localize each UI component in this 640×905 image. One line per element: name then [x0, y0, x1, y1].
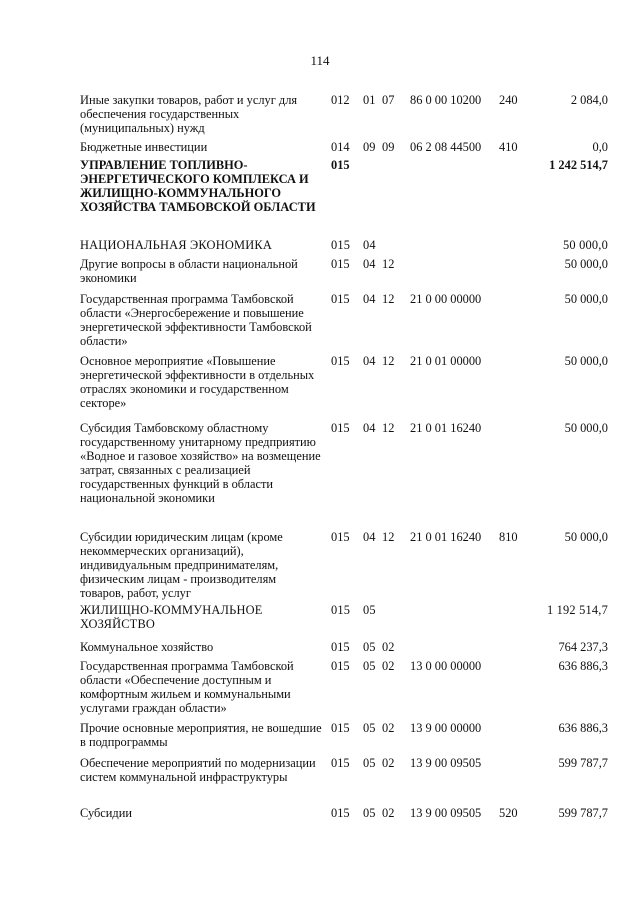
row-name: НАЦИОНАЛЬНАЯ ЭКОНОМИКА	[80, 238, 272, 252]
row-ved: 015	[331, 238, 351, 252]
row-name: Другие вопросы в области национальной экономики	[80, 257, 298, 285]
row-sum: 636 886,3	[558, 659, 608, 673]
row-sum: 50 000,0	[564, 354, 608, 368]
row-ved: 015	[331, 530, 350, 544]
row-pr: 02	[382, 659, 395, 673]
row-pr: 02	[382, 756, 395, 770]
row-name: Субсидии юридическим лицам (кроме некоммерческих организаций), индивидуальным предпринимателям, физическим лицам - производителям товаров, работ, услуг	[80, 530, 283, 600]
row-sum: 50 000,0	[563, 238, 608, 252]
row-sum: 50 000,0	[564, 530, 608, 544]
row-rz: 05	[363, 603, 376, 617]
row-ved: 015	[331, 721, 350, 735]
row-ved: 015	[331, 603, 351, 617]
row-name: Субсидии	[80, 806, 132, 820]
row-pr: 12	[382, 530, 395, 544]
row-sum: 636 886,3	[558, 721, 608, 735]
row-vr: 240	[499, 93, 518, 107]
row-rz: 01	[363, 93, 376, 107]
row-rz: 04	[363, 354, 376, 368]
row-ved: 015	[331, 158, 350, 172]
row-csr: 21 0 01 00000	[410, 354, 482, 368]
row-name: Основное мероприятие «Повышение энергетической эффективности в отдельных отраслях экономики и государственном секторе»	[80, 354, 315, 410]
row-sum: 2 084,0	[570, 93, 608, 107]
row-csr: 13 9 00 09505	[410, 806, 482, 820]
row-pr: 12	[382, 257, 395, 271]
row-rz: 04	[363, 530, 376, 544]
row-sum: 764 237,3	[558, 640, 608, 654]
row-sum: 1 242 514,7	[549, 158, 608, 172]
row-name: Иные закупки товаров, работ и услуг для обеспечения государственных (муниципальных) нужд	[80, 93, 298, 135]
row-sum: 599 787,7	[558, 756, 608, 770]
row-vr: 810	[499, 530, 518, 544]
row-rz: 04	[363, 238, 376, 252]
row-sum: 0,0	[592, 140, 608, 154]
row-name: УПРАВЛЕНИЕ ТОПЛИВНО-ЭНЕРГЕТИЧЕСКОГО КОМПЛЕКСА И ЖИЛИЩНО-КОММУНАЛЬНОГО ХОЗЯЙСТВА ТАМБОВСКОЙ ОБЛАСТИ	[80, 158, 316, 214]
row-rz: 04	[363, 421, 376, 435]
row-csr: 06 2 08 44500	[410, 140, 482, 154]
row-pr: 09	[382, 140, 395, 154]
row-ved: 015	[331, 354, 350, 368]
row-pr: 07	[382, 93, 395, 107]
page-number: 114	[310, 53, 330, 68]
row-name: Субсидия Тамбовскому областному государственному унитарному предприятию «Водное и газовое хозяйство» на возмещение затрат, связанных с реализацией государственных функций в области национальной экономики	[80, 421, 321, 505]
row-rz: 05	[363, 806, 376, 820]
row-ved: 015	[331, 806, 350, 820]
row-name: Коммунальное хозяйство	[80, 640, 214, 654]
row-rz: 05	[363, 640, 376, 654]
row-sum: 50 000,0	[564, 257, 608, 271]
row-rz: 09	[363, 140, 376, 154]
row-pr: 02	[382, 721, 395, 735]
row-pr: 02	[382, 640, 395, 654]
row-name: Государственная программа Тамбовской области «Энергосбережение и повышение энергетической эффективности Тамбовской области»	[80, 292, 312, 348]
row-ved: 012	[331, 93, 350, 107]
row-vr: 410	[499, 140, 518, 154]
row-name: Государственная программа Тамбовской области «Обеспечение доступным и комфортным жильем и коммунальными услугами граждан области»	[80, 659, 294, 715]
row-ved: 015	[331, 421, 350, 435]
row-csr: 21 0 01 16240	[410, 530, 482, 544]
row-ved: 015	[331, 640, 350, 654]
row-ved: 014	[331, 140, 350, 154]
row-name: Прочие основные мероприятия, не вошедшие в подпрограммы	[80, 721, 322, 749]
row-sum: 50 000,0	[564, 421, 608, 435]
row-ved: 015	[331, 292, 350, 306]
row-name: Обеспечение мероприятий по модернизации систем коммунальной инфраструктуры	[80, 756, 316, 784]
row-csr: 13 9 00 09505	[410, 756, 482, 770]
row-csr: 13 9 00 00000	[410, 721, 482, 735]
row-sum: 599 787,7	[558, 806, 608, 820]
row-rz: 04	[363, 257, 376, 271]
row-name: ЖИЛИЩНО-КОММУНАЛЬНОЕ ХОЗЯЙСТВО	[80, 603, 263, 631]
row-sum: 50 000,0	[564, 292, 608, 306]
row-rz: 05	[363, 721, 376, 735]
row-ved: 015	[331, 756, 350, 770]
row-name: Бюджетные инвестиции	[80, 140, 208, 154]
row-rz: 05	[363, 659, 376, 673]
row-pr: 12	[382, 421, 395, 435]
row-csr: 21 0 01 16240	[410, 421, 482, 435]
row-pr: 12	[382, 292, 395, 306]
row-pr: 12	[382, 354, 395, 368]
row-rz: 05	[363, 756, 376, 770]
row-csr: 86 0 00 10200	[410, 93, 482, 107]
row-ved: 015	[331, 659, 350, 673]
row-pr: 02	[382, 806, 395, 820]
row-sum: 1 192 514,7	[546, 603, 608, 617]
row-rz: 04	[363, 292, 376, 306]
row-ved: 015	[331, 257, 350, 271]
row-csr: 13 0 00 00000	[410, 659, 482, 673]
row-vr: 520	[499, 806, 518, 820]
row-csr: 21 0 00 00000	[410, 292, 482, 306]
